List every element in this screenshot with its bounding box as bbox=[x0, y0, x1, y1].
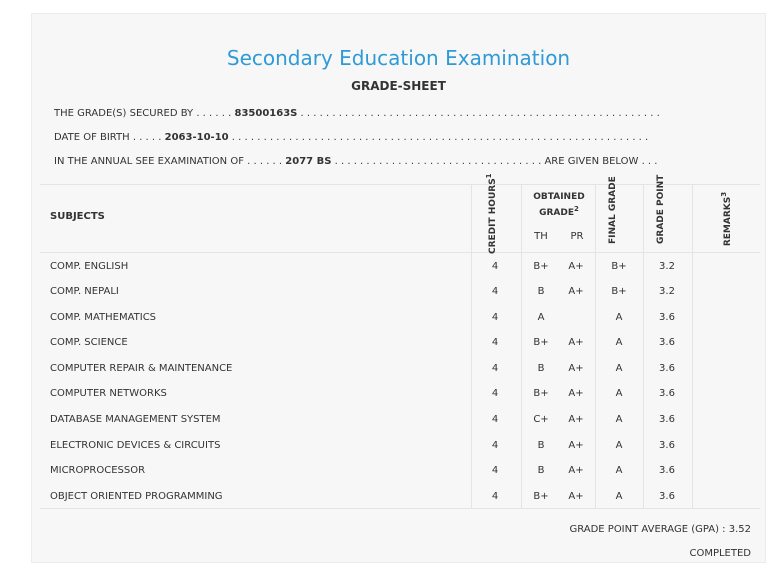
subject-name: COMP. NEPALI bbox=[50, 286, 119, 297]
pr-grade: A+ bbox=[568, 491, 584, 502]
table-header-border bbox=[40, 252, 760, 253]
subject-name: COMPUTER NETWORKS bbox=[50, 388, 167, 399]
th-grade: C+ bbox=[533, 414, 549, 425]
table-row bbox=[32, 408, 765, 433]
table-row bbox=[32, 255, 765, 280]
pr-grade: A+ bbox=[568, 337, 584, 348]
exam-year: 2077 BS bbox=[285, 156, 332, 167]
table-row bbox=[32, 434, 765, 459]
subject-name: OBJECT ORIENTED PROGRAMMING bbox=[50, 491, 223, 502]
table-row bbox=[32, 382, 765, 407]
final-grade: A bbox=[615, 491, 623, 502]
pr-grade: A+ bbox=[568, 261, 584, 272]
exam-label: IN THE ANNUAL SEE EXAMINATION OF . . . . . . bbox=[54, 156, 283, 167]
subject-name: ELECTRONIC DEVICES & CIRCUITS bbox=[50, 440, 221, 451]
grade-point: 3.6 bbox=[659, 337, 675, 348]
header-grade-point: GRADE POINT bbox=[656, 174, 666, 244]
credit-hours: 4 bbox=[491, 440, 499, 451]
th-grade: A bbox=[537, 312, 545, 323]
credit-hours: 4 bbox=[491, 337, 499, 348]
table-row bbox=[32, 459, 765, 484]
th-grade: B+ bbox=[533, 491, 549, 502]
pr-grade: A+ bbox=[568, 363, 584, 374]
table-top-border bbox=[40, 184, 760, 185]
final-grade: A bbox=[615, 363, 623, 374]
exam-line bbox=[54, 156, 657, 167]
th-grade: B+ bbox=[533, 337, 549, 348]
subject-name: COMP. ENGLISH bbox=[50, 261, 129, 272]
subject-name: COMP. SCIENCE bbox=[50, 337, 128, 348]
final-grade: A bbox=[615, 337, 623, 348]
grade-point: 3.6 bbox=[659, 363, 675, 374]
dob-dots: . . . . . . . . . . . . . . . . . . . . . . . . . . . . . . . . . . . . . . . . . . . . . . . . . . . . . . . . . . . . . . . . . . bbox=[231, 132, 649, 143]
final-grade: A bbox=[615, 465, 623, 476]
final-grade: A bbox=[615, 414, 623, 425]
dob-label: DATE OF BIRTH . . . . . bbox=[54, 132, 162, 143]
th-grade: B bbox=[537, 465, 545, 476]
credit-hours: 4 bbox=[491, 414, 499, 425]
dob-value: 2063-10-10 bbox=[164, 132, 229, 143]
pr-grade: A+ bbox=[568, 440, 584, 451]
grade-point: 3.6 bbox=[659, 465, 675, 476]
page-subtitle: GRADE-SHEET bbox=[351, 79, 446, 93]
subject-name: COMP. MATHEMATICS bbox=[50, 312, 157, 323]
table-row bbox=[32, 331, 765, 356]
final-grade: A bbox=[615, 312, 623, 323]
header-th: TH bbox=[534, 231, 548, 242]
grade-sheet bbox=[31, 13, 766, 563]
credit-hours: 4 bbox=[491, 261, 499, 272]
grade-point: 3.2 bbox=[659, 286, 675, 297]
pr-grade: A+ bbox=[568, 465, 584, 476]
exam-suffix: ARE GIVEN BELOW . . . bbox=[544, 156, 658, 167]
pr-grade: A+ bbox=[568, 388, 584, 399]
grade-point: 3.2 bbox=[659, 261, 675, 272]
dob-line bbox=[54, 132, 648, 143]
subject-name: MICROPROCESSOR bbox=[50, 465, 146, 476]
th-grade: B+ bbox=[533, 388, 549, 399]
final-grade: B+ bbox=[611, 261, 627, 272]
header-pr: PR bbox=[570, 231, 584, 242]
secured-by-line bbox=[54, 108, 660, 119]
grade-point: 3.6 bbox=[659, 312, 675, 323]
table-row bbox=[32, 280, 765, 305]
th-grade: B bbox=[537, 440, 545, 451]
pr-grade: A+ bbox=[568, 414, 584, 425]
header-remarks: REMARKS$^3$ bbox=[720, 191, 733, 247]
subject-name: DATABASE MANAGEMENT SYSTEM bbox=[50, 414, 221, 425]
table-row bbox=[32, 357, 765, 382]
result-status: COMPLETED bbox=[689, 548, 751, 559]
grade-point: 3.6 bbox=[659, 440, 675, 451]
credit-hours: 4 bbox=[491, 491, 499, 502]
credit-hours: 4 bbox=[491, 388, 499, 399]
header-obtained-grade: OBTAINED GRADE$^2$ bbox=[533, 192, 585, 218]
header-credit-hours: CREDIT HOURS$^1$ bbox=[485, 173, 498, 254]
table-row bbox=[32, 485, 765, 510]
secured-label: THE GRADE(S) SECURED BY . . . . . . bbox=[54, 108, 232, 119]
th-grade: B+ bbox=[533, 261, 549, 272]
credit-hours: 4 bbox=[491, 363, 499, 374]
header-final-grade: FINAL GRADE bbox=[608, 176, 618, 244]
subject-name: COMPUTER REPAIR & MAINTENANCE bbox=[50, 363, 233, 374]
final-grade: A bbox=[615, 440, 623, 451]
header-subjects: SUBJECTS bbox=[50, 211, 105, 222]
page-title: Secondary Education Examination bbox=[226, 46, 571, 70]
gpa-summary: GRADE POINT AVERAGE (GPA) : 3.52 bbox=[569, 524, 751, 535]
final-grade: B+ bbox=[611, 286, 627, 297]
th-grade: B bbox=[537, 286, 545, 297]
exam-dots: . . . . . . . . . . . . . . . . . . . . . . . . . . . . . . . . . bbox=[334, 156, 542, 167]
th-grade: B bbox=[537, 363, 545, 374]
credit-hours: 4 bbox=[491, 312, 499, 323]
grade-point: 3.6 bbox=[659, 388, 675, 399]
symbol-number: 83500163S bbox=[234, 108, 298, 119]
table-row bbox=[32, 306, 765, 331]
credit-hours: 4 bbox=[491, 465, 499, 476]
grade-point: 3.6 bbox=[659, 414, 675, 425]
pr-grade: A+ bbox=[568, 286, 584, 297]
secured-dots: . . . . . . . . . . . . . . . . . . . . . . . . . . . . . . . . . . . . . . . . . . . . . . . . . . . . . . . . . bbox=[300, 108, 660, 119]
grade-point: 3.6 bbox=[659, 491, 675, 502]
final-grade: A bbox=[615, 388, 623, 399]
credit-hours: 4 bbox=[491, 286, 499, 297]
